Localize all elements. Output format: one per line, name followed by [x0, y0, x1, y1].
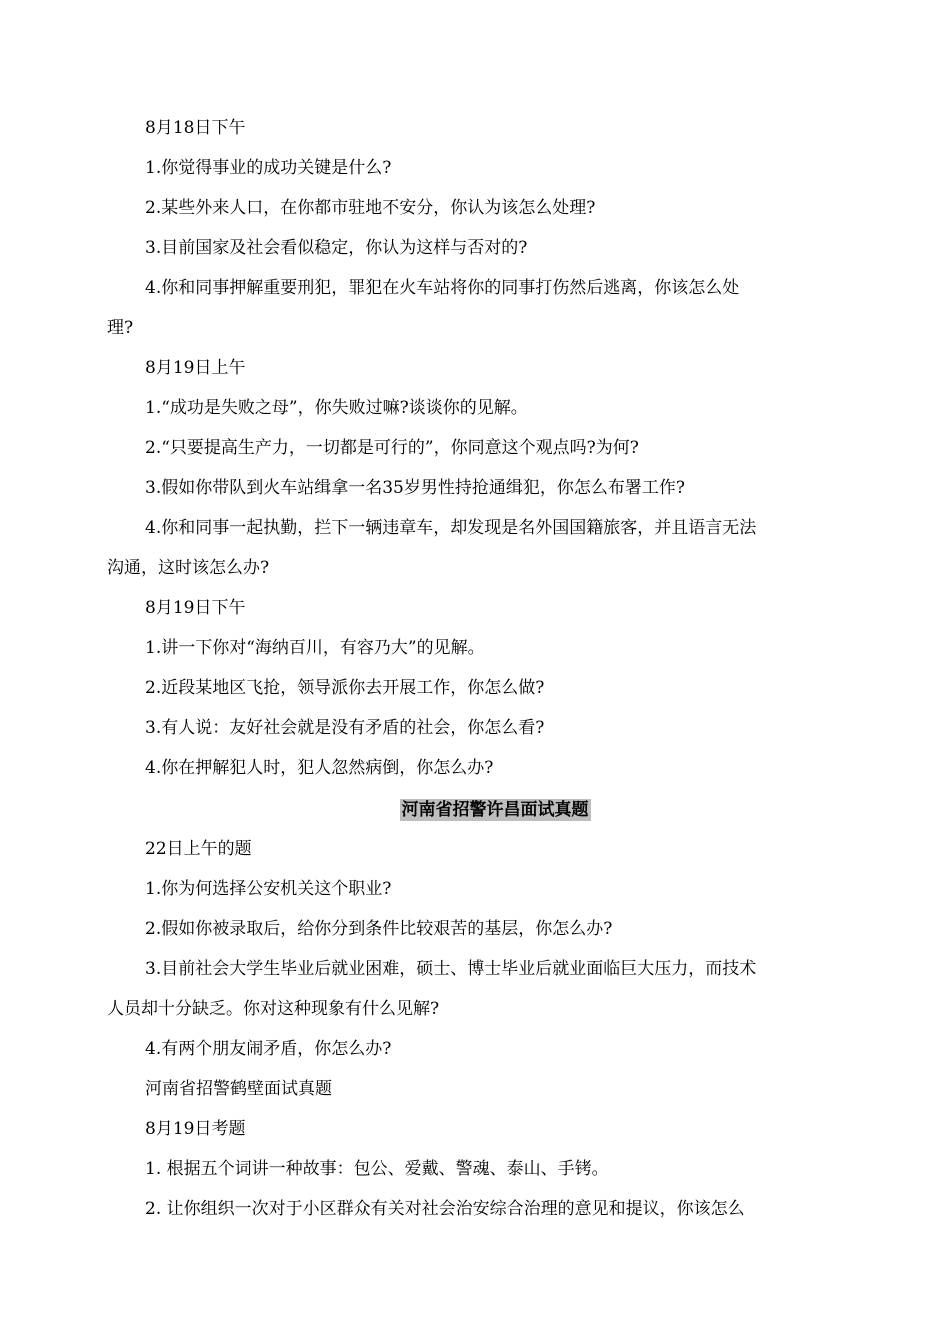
section-heading-22-morning: 22日上午的题: [145, 839, 252, 859]
question-line: 1.“成功是失败之母”，你失败过嘛?谈谈你的见解。: [145, 398, 528, 418]
question-line: 4.有两个朋友闹矛盾，你怎么办?: [145, 1039, 392, 1059]
question-line: 2.假如你被录取后，给你分到条件比较艰苦的基层，你怎么办?: [145, 919, 613, 939]
question-line: 4.你在押解犯人时，犯人忽然病倒，你怎么办?: [145, 758, 494, 778]
question-line: 2.某些外来人口，在你都市驻地不安分，你认为该怎么处理?: [145, 198, 596, 218]
section-heading-aug18-afternoon: 8月18日下午: [145, 118, 246, 138]
question-line: 1.你觉得事业的成功关键是什么?: [145, 158, 392, 178]
section-heading-aug19-exam: 8月19日考题: [145, 1119, 246, 1139]
question-line: 3.目前国家及社会看似稳定，你认为这样与否对的?: [145, 238, 528, 258]
question-line: 2.“只要提高生产力，一切都是可行的”，你同意这个观点吗?为何?: [145, 438, 639, 458]
question-line-continuation: 理?: [107, 318, 134, 338]
question-line: 4.你和同事一起执勤，拦下一辆违章车，却发现是名外国国籍旅客，并且语言无法: [145, 518, 757, 538]
question-line: 3.假如你带队到火车站缉拿一名35岁男性持抢通缉犯，你怎么布署工作?: [145, 478, 685, 498]
question-line: 3.有人说：友好社会就是没有矛盾的社会，你怎么看?: [145, 718, 545, 738]
question-line: 2.近段某地区飞抢，领导派你去开展工作，你怎么做?: [145, 678, 545, 698]
question-line: 1.讲一下你对“海纳百川，有容乃大”的见解。: [145, 638, 485, 658]
section-title-text: 河南省招警许昌面试真题: [401, 800, 589, 820]
section-heading-hebi: 河南省招警鹤壁面试真题: [145, 1079, 332, 1099]
question-line: 4.你和同事押解重要刑犯，罪犯在火车站将你的同事打伤然后逃离，你该怎么处: [145, 278, 740, 298]
question-line: 1. 根据五个词讲一种故事：包公、爱戴、警魂、泰山、手铐。: [145, 1159, 609, 1179]
section-heading-aug19-afternoon: 8月19日下午: [145, 598, 246, 618]
section-title-xuchang: [20, 798, 950, 822]
question-line: 2. 让你组织一次对于小区群众有关对社会治安综合治理的意见和提议，你该怎么: [145, 1199, 745, 1219]
question-line-continuation: 沟通，这时该怎么办?: [107, 558, 270, 578]
question-line-continuation: 人员却十分缺乏。你对这种现象有什么见解?: [107, 999, 440, 1019]
question-line: 3.目前社会大学生毕业后就业困难，硕士、博士毕业后就业面临巨大压力，而技术: [145, 959, 757, 979]
question-line: 1.你为何选择公安机关这个职业?: [145, 879, 392, 899]
section-heading-aug19-morning: 8月19日上午: [145, 358, 246, 378]
